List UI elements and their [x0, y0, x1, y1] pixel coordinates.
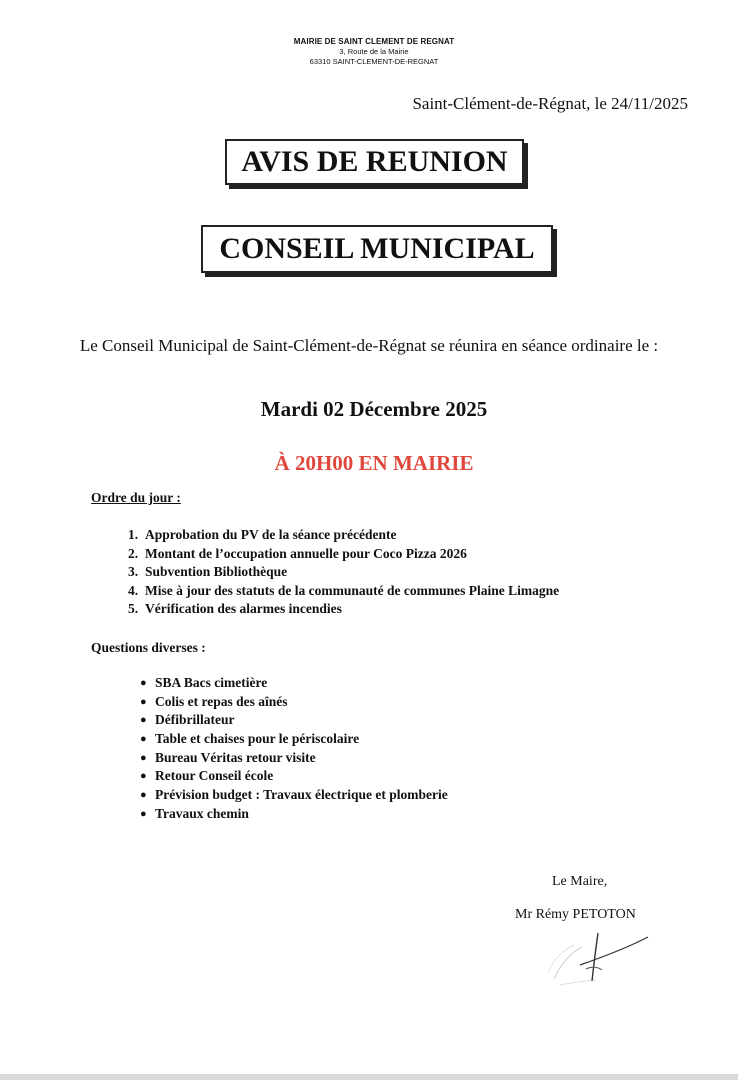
bullet-dot-icon: ●: [140, 807, 147, 820]
agenda-item-number: 1.: [128, 527, 139, 542]
agenda-title: Ordre du jour :: [91, 490, 181, 505]
agenda-item: [128, 545, 559, 564]
letterhead-org: MAIRIE DE SAINT CLEMENT DE REGNAT: [293, 37, 455, 46]
agenda-item-number: 5.: [128, 601, 139, 616]
agenda-item-text: Approbation du PV de la séance précédente: [145, 527, 397, 542]
question-item-text: Bureau Véritas retour visite: [155, 749, 316, 765]
letterhead: [0, 37, 738, 67]
meeting-time-place: À 20H00 EN MAIRIE: [274, 451, 474, 475]
question-item: [140, 749, 448, 768]
agenda-item: [128, 600, 559, 619]
question-item: [140, 711, 448, 730]
questions-list: [140, 674, 448, 824]
scan-bottom-edge: [0, 1074, 738, 1080]
agenda-item-number: 2.: [128, 545, 139, 561]
agenda-item: [128, 526, 559, 545]
signatory-name: Mr Rémy PETOTON: [515, 907, 636, 922]
question-item: [140, 730, 448, 749]
meeting-date: Mardi 02 Décembre 2025: [260, 397, 488, 421]
title-avis-de-reunion: AVIS DE REUNION: [225, 139, 524, 185]
agenda-item: [128, 582, 559, 601]
question-item-text: Défibrillateur: [155, 712, 235, 728]
question-item-text: Prévision budget : Travaux électrique et plomberie: [155, 787, 448, 803]
agenda-item-number: 3.: [128, 564, 139, 579]
agenda-list: [128, 526, 559, 619]
question-item: [140, 805, 448, 824]
letterhead-address-line1: 3, Route de la Mairie: [339, 47, 409, 56]
signatory-role: Le Maire,: [552, 874, 608, 889]
bullet-dot-icon: ●: [140, 714, 147, 727]
agenda-item-text: Subvention Bibliothèque: [145, 564, 288, 579]
bullet-dot-icon: ●: [140, 733, 147, 746]
intro-paragraph: Le Conseil Municipal de Saint-Clément-de-Régnat se réunira en séance ordinaire le :: [79, 336, 659, 355]
bullet-dot-icon: ●: [140, 751, 147, 764]
letterhead-address-line2: 63310 SAINT-CLEMENT-DE-REGNAT: [309, 57, 439, 66]
bullet-dot-icon: ●: [140, 789, 147, 802]
bullet-dot-icon: ●: [140, 677, 147, 689]
agenda-item-text: Mise à jour des statuts de la communauté de communes Plaine Limagne: [145, 582, 560, 598]
agenda-item-number: 4.: [128, 582, 139, 598]
question-item: [140, 674, 448, 693]
questions-title: Questions diverses :: [91, 640, 206, 655]
agenda-item: [128, 563, 559, 582]
question-item-text: Retour Conseil école: [155, 768, 274, 784]
question-item-text: Table et chaises pour le périscolaire: [155, 731, 360, 747]
agenda-item-text: Montant de l’occupation annuelle pour Coco Pizza 2026: [145, 545, 467, 561]
agenda-item-text: Vérification des alarmes incendies: [145, 601, 342, 616]
place-date-line: Saint-Clément-de-Régnat, le 24/11/2025: [412, 94, 688, 113]
question-item: [140, 693, 448, 712]
question-item-text: Travaux chemin: [155, 805, 249, 821]
question-item-text: SBA Bacs cimetière: [155, 675, 268, 690]
handwritten-signature-icon: [540, 925, 660, 995]
question-item: [140, 767, 448, 786]
question-item-text: Colis et repas des aînés: [155, 693, 288, 709]
bullet-dot-icon: ●: [140, 695, 147, 708]
bullet-dot-icon: ●: [140, 770, 147, 783]
question-item: [140, 786, 448, 805]
title-conseil-municipal: CONSEIL MUNICIPAL: [201, 225, 553, 273]
